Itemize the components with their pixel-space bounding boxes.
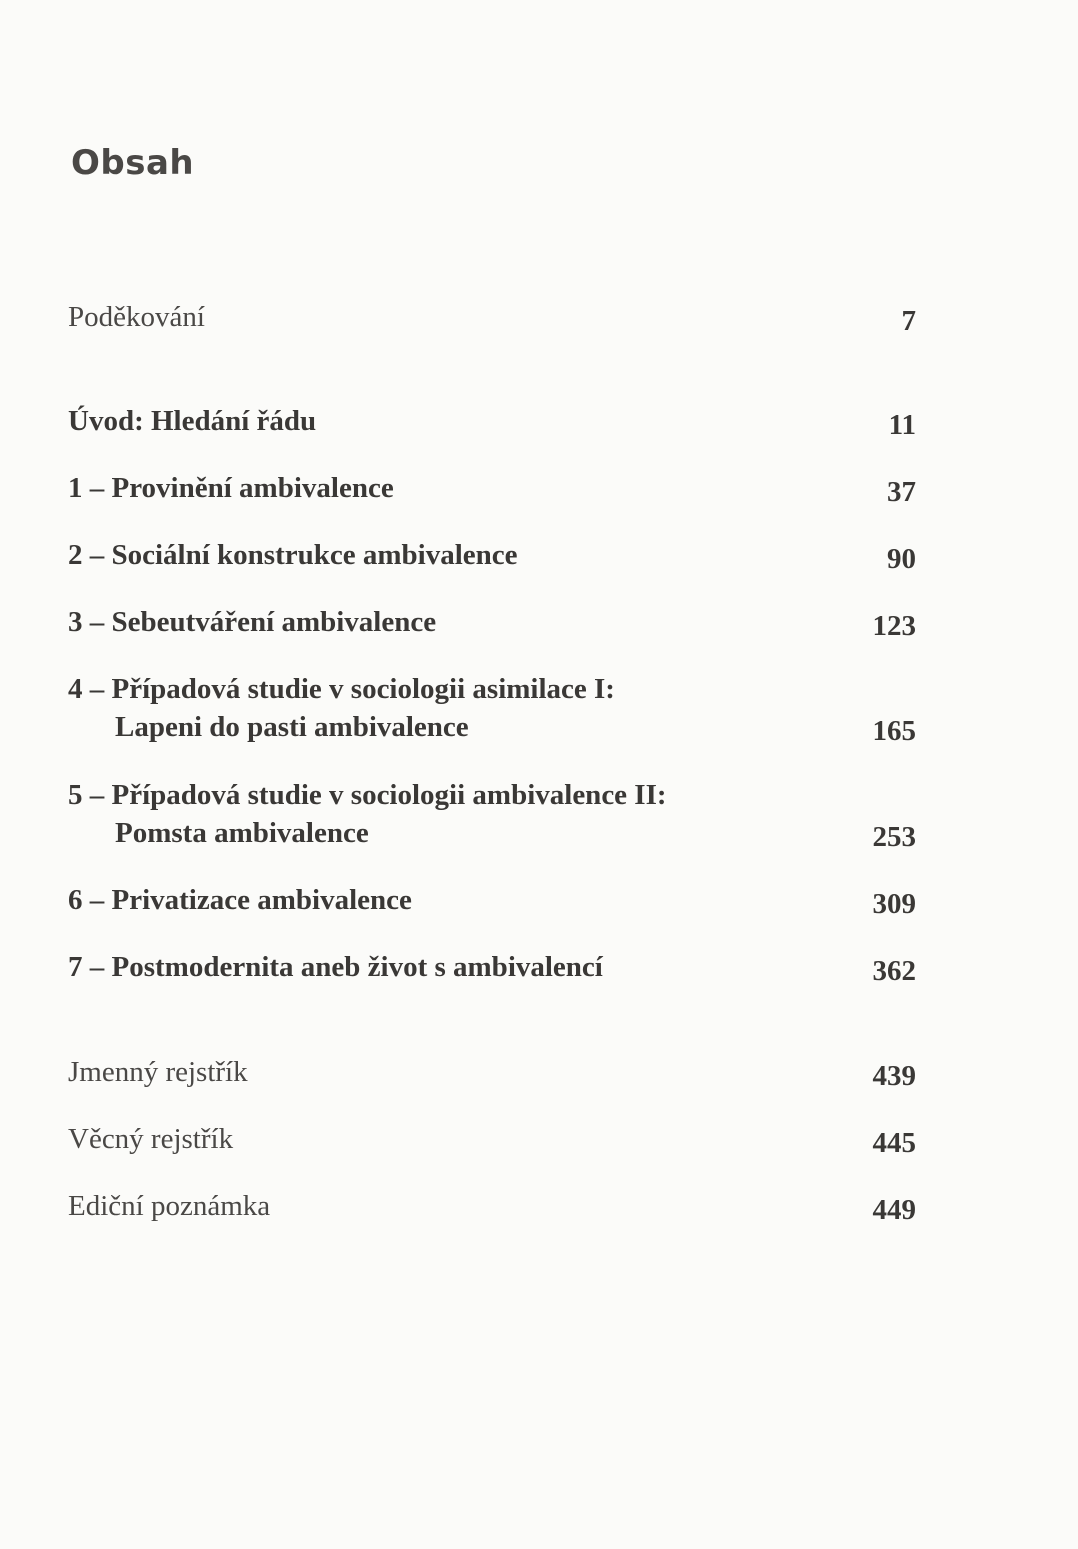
toc-entry-label: Ediční poznámka [68, 1190, 271, 1222]
toc-entry-label: Jmenný rejstřík [68, 1056, 248, 1088]
toc-entry-page: 309 [872, 888, 916, 920]
toc-entry-chapter-5[interactable] [68, 776, 916, 852]
toc-entry-page: 7 [901, 305, 916, 337]
toc-entry-label: Poděkování [68, 301, 205, 333]
toc-entry-page: 90 [887, 543, 916, 575]
toc-entry-subject-index[interactable] [68, 1120, 916, 1158]
toc-entry-label: 7 – Postmodernita aneb život s ambivalencí [68, 951, 603, 983]
toc-entry-label: 1 – Provinění ambivalence [68, 472, 394, 504]
toc-entry-page: 449 [872, 1194, 916, 1226]
toc-entry-page: 11 [888, 409, 916, 441]
toc-entry-chapter-2[interactable] [68, 536, 916, 574]
toc-entry-name-index[interactable] [68, 1053, 916, 1091]
toc-entry-label: 4 – Případová studie v sociologii asimilace I: [68, 673, 615, 705]
toc-entry-label: 5 – Případová studie v sociologii ambivalence II: [68, 779, 667, 811]
toc-entry-page: 123 [872, 610, 916, 642]
toc-entry-page: 445 [872, 1127, 916, 1159]
toc-entry-chapter-4[interactable] [68, 670, 916, 746]
toc-entry-page: 165 [872, 715, 916, 747]
toc-entry-page: 439 [872, 1060, 916, 1092]
toc-entry-label: Věcný rejstřík [68, 1123, 234, 1155]
toc-entry-page: 37 [887, 476, 916, 508]
toc-entry-page: 362 [872, 955, 916, 987]
toc-entry-label: Úvod: Hledání řádu [68, 405, 317, 437]
toc-entry-acknowledgements[interactable] [68, 298, 916, 336]
toc-entry-label: 2 – Sociální konstrukce ambivalence [68, 539, 518, 571]
toc-entry-introduction[interactable] [68, 402, 916, 440]
toc-entry-label-continued: Lapeni do pasti ambivalence [115, 711, 469, 743]
page-title: Obsah [71, 143, 195, 183]
toc-entry-chapter-1[interactable] [68, 469, 916, 507]
toc-entry-label-continued: Pomsta ambivalence [115, 817, 369, 849]
toc-entry-chapter-6[interactable] [68, 881, 916, 919]
toc-entry-page: 253 [872, 821, 916, 853]
toc-entry-label: 3 – Sebeutváření ambivalence [68, 606, 437, 638]
toc-entry-chapter-3[interactable] [68, 603, 916, 641]
toc-entry-editorial-note[interactable] [68, 1187, 916, 1225]
toc-entry-label: 6 – Privatizace ambivalence [68, 884, 412, 916]
toc-entry-chapter-7[interactable] [68, 948, 916, 986]
